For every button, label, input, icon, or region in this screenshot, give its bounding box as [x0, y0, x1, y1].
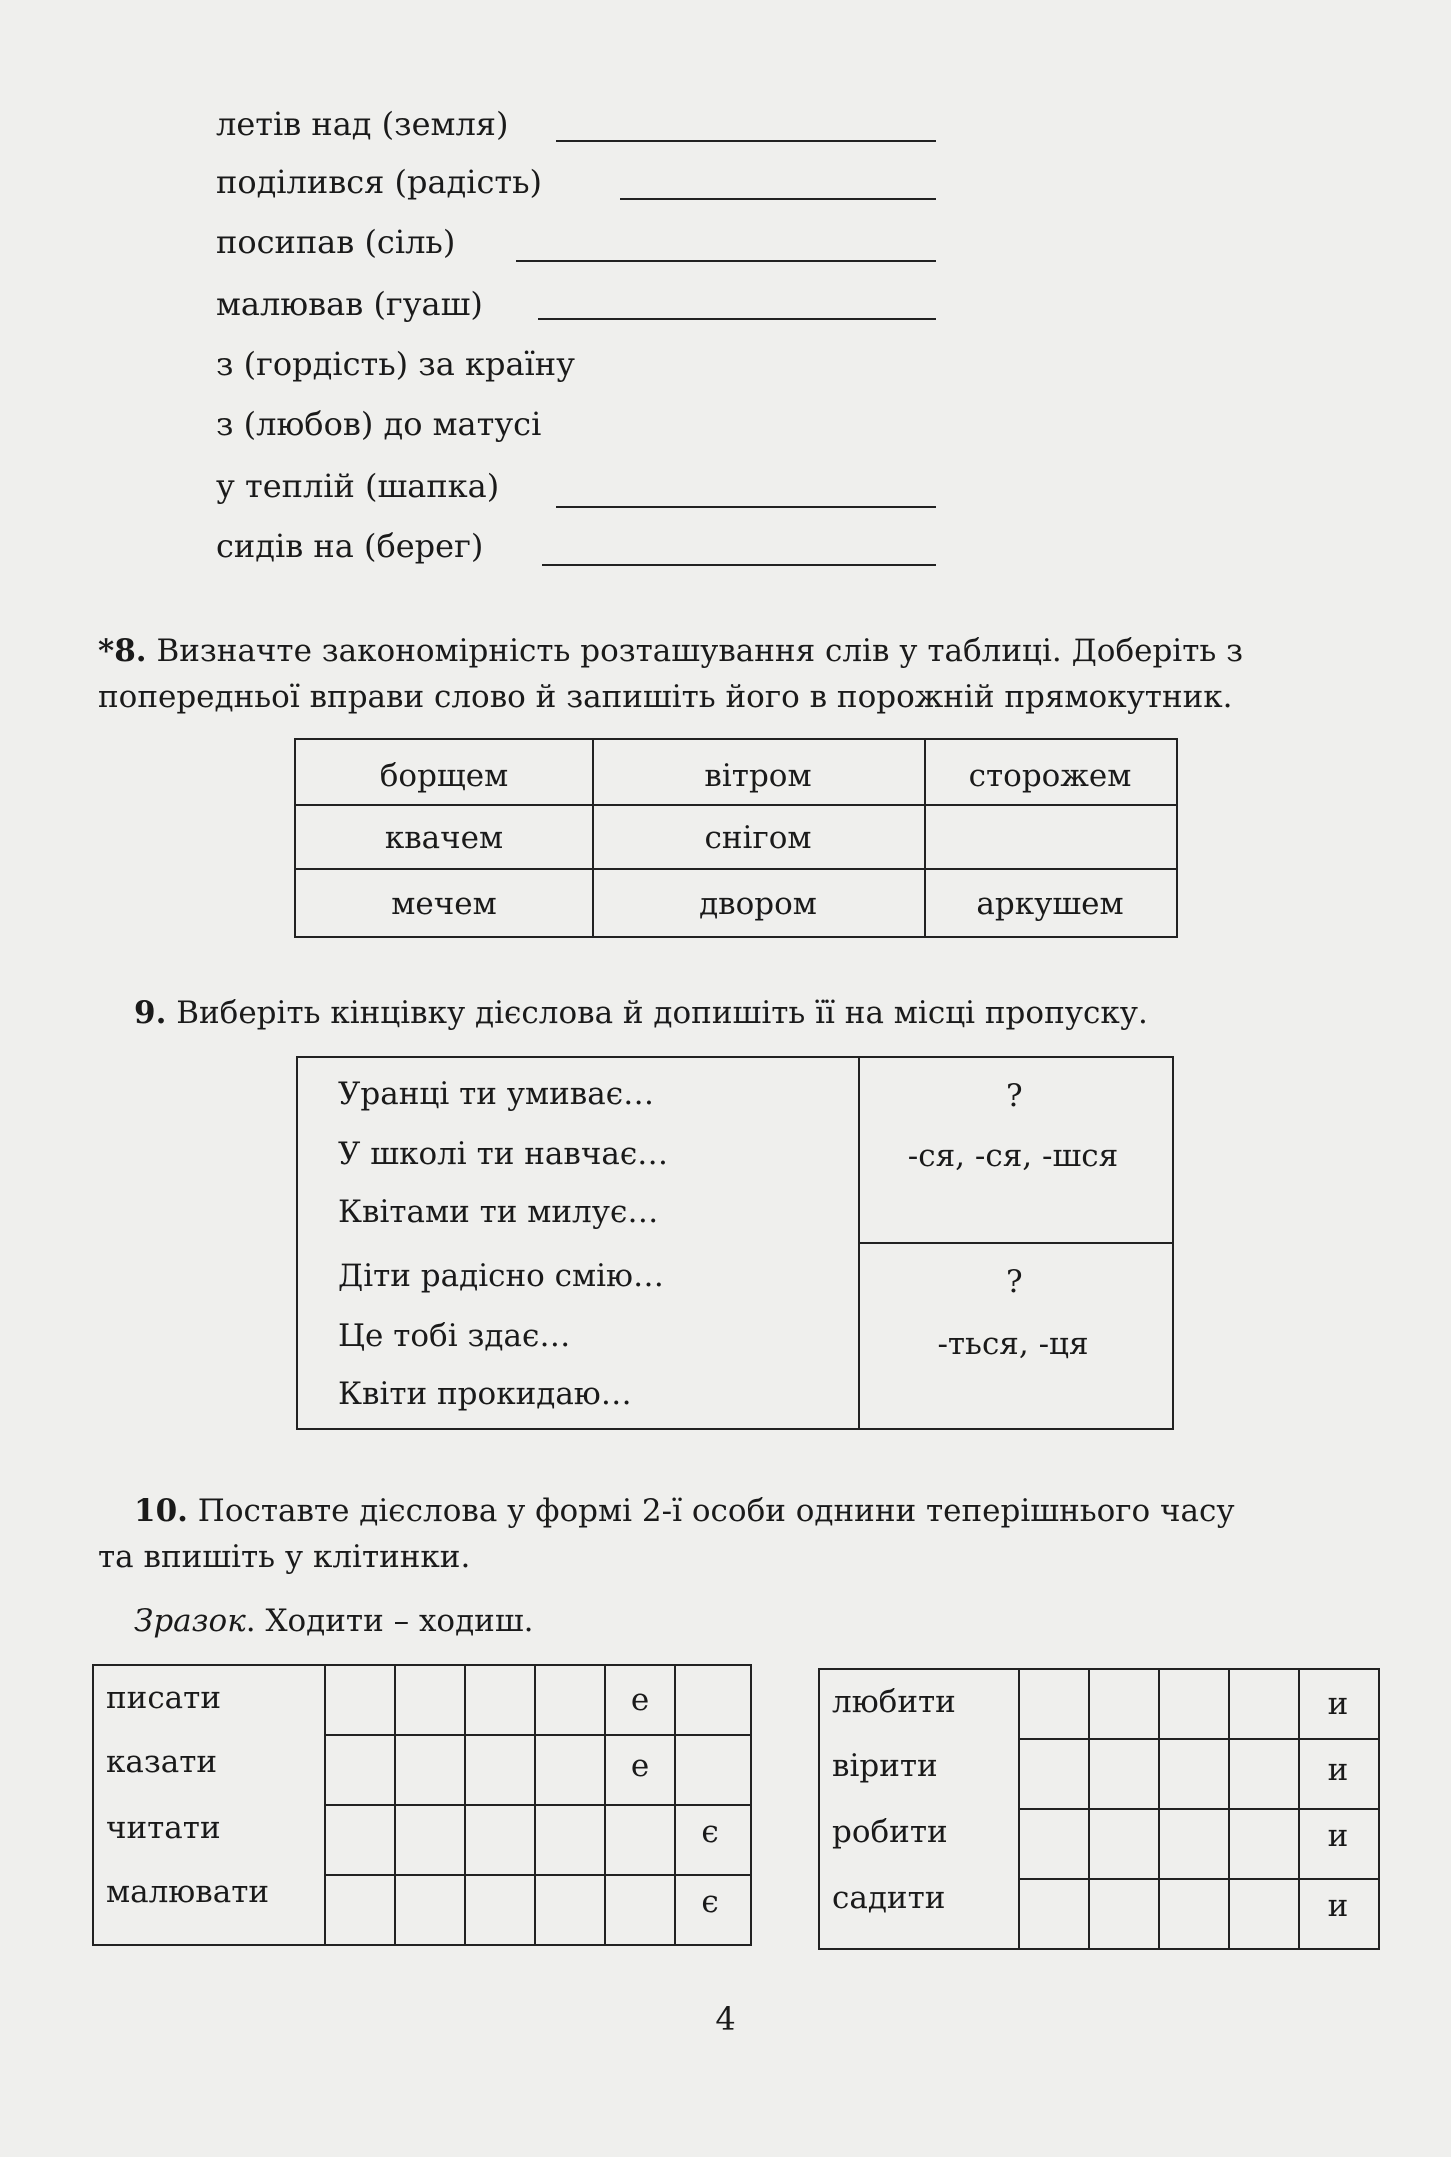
given-letter: е — [630, 1748, 650, 1784]
table-cell: снігом — [704, 820, 812, 856]
table-cell: мечем — [391, 886, 497, 922]
task-number: 10. — [134, 1493, 188, 1529]
table-cell: двором — [699, 886, 817, 922]
given-letter: е — [630, 1682, 650, 1718]
sentence[interactable]: Діти радісно смію… — [338, 1258, 665, 1294]
sentence[interactable]: Уранці ти умиває… — [338, 1076, 655, 1112]
sample-label: Зразок — [134, 1603, 246, 1639]
table-cell: сторожем — [968, 758, 1132, 794]
task-10-instructions — [98, 1488, 1404, 1580]
phrase-line: з (гордість) за країну — [216, 345, 575, 383]
given-letter: и — [1327, 1752, 1349, 1788]
answer-blank[interactable] — [556, 506, 936, 508]
task-9-instructions — [134, 990, 1394, 1036]
phrase-line: з (любов) до матусі — [216, 405, 542, 443]
task-text: Виберіть кінцівку дієслова й допишіть її на місці пропуску. — [176, 995, 1148, 1031]
phrase-line: у теплій (шапка) — [216, 467, 500, 505]
sentence[interactable]: Це тобі здає… — [338, 1318, 571, 1354]
sample — [134, 1598, 534, 1644]
question-mark: ? — [1006, 1264, 1023, 1300]
ending-options: -ся, -ся, -шся — [907, 1138, 1119, 1174]
verb: садити — [832, 1880, 946, 1916]
phrase-line: летів над (земля) — [216, 105, 509, 143]
verb: вірити — [832, 1748, 938, 1784]
task-8-instructions — [98, 628, 1398, 720]
task-number: 9. — [134, 995, 167, 1031]
table-cell: квачем — [384, 820, 504, 856]
verb: писати — [106, 1680, 221, 1716]
verb: любити — [832, 1684, 956, 1720]
sample-text: . Ходити – ходиш. — [245, 1603, 534, 1639]
answer-blank[interactable] — [538, 318, 936, 320]
phrase-line: посипав (сіль) — [216, 223, 456, 261]
given-letter: и — [1327, 1818, 1349, 1854]
verb: робити — [832, 1814, 948, 1850]
sentence[interactable]: Квіти прокидаю… — [338, 1376, 632, 1412]
sentence[interactable]: У школі ти навчає… — [338, 1136, 669, 1172]
task-text: Визначте закономірність розташування слів у таблиці. Доберіть з — [156, 633, 1243, 669]
question-mark: ? — [1006, 1078, 1023, 1114]
verb-endings-table — [296, 1056, 1174, 1430]
phrase-line: поділився (радість) — [216, 163, 542, 201]
given-letter: є — [701, 1814, 719, 1850]
table-cell: аркушем — [976, 886, 1124, 922]
phrase-line: сидів на (берег) — [216, 527, 484, 565]
answer-blank[interactable] — [542, 564, 936, 566]
left-letter-grid — [92, 1664, 752, 1946]
page-number: 4 — [715, 2000, 736, 2038]
answer-blank[interactable] — [516, 260, 936, 262]
word-pattern-table — [294, 738, 1178, 938]
given-letter: и — [1327, 1686, 1349, 1722]
task-text: Поставте дієслова у формі 2-ї особи однини теперішнього часу — [197, 1493, 1235, 1529]
table-cell: борщем — [379, 758, 509, 794]
phrase-line: малював (гуаш) — [216, 285, 483, 323]
answer-blank[interactable] — [556, 140, 936, 142]
right-letter-grid — [818, 1668, 1380, 1950]
task-text: та впишіть у клітинки. — [98, 1539, 471, 1575]
task-text: попередньої вправи слово й запишіть його в порожній прямокутник. — [98, 679, 1233, 715]
empty-cell[interactable] — [924, 806, 1176, 868]
verb: малювати — [106, 1874, 270, 1910]
answer-blank[interactable] — [620, 198, 936, 200]
given-letter: є — [701, 1884, 719, 1920]
table-cell: вітром — [704, 758, 812, 794]
given-letter: и — [1327, 1888, 1349, 1924]
verb: казати — [106, 1744, 218, 1780]
task-number: *8. — [98, 633, 147, 669]
sentence[interactable]: Квітами ти милує… — [338, 1194, 659, 1230]
ending-options: -ться, -ця — [937, 1326, 1089, 1362]
verb: читати — [106, 1810, 221, 1846]
